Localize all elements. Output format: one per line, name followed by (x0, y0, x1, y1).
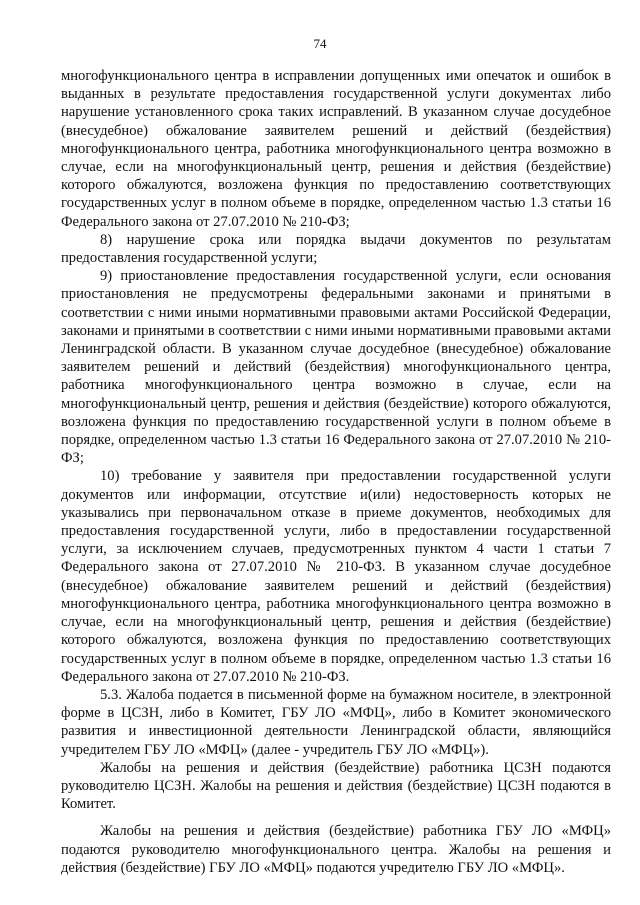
paragraph-cszn-complaints: Жалобы на решения и действия (бездействие) работника ЦСЗН подаются руководителю ЦСЗН. Жалобы на решения и действия (бездействие) ЦСЗН подаются в Комитет. (61, 759, 611, 813)
document-body (61, 67, 611, 877)
page-number: 74 (313, 36, 327, 51)
paragraph-item-8: 8) нарушение срока или порядка выдачи документов по результатам предоставления государственной услуги; (61, 231, 611, 267)
paragraph-item-10: 10) требование у заявителя при предоставлении государственной услуги документов или информации, отсутствие и(или) недостоверность которых не указывались при первоначальном отказе в приеме документов, необходимых для предоставления государственной услуги, либо в предоставлении государственной услуги, за исключением случаев, предусмотренных пунктом 4 части 1 статьи 7 Федерального закона от 27.07.2010 № 210-ФЗ. В указанном случае досудебное (внесудебное) обжалование заявителем решений и действий (бездействия) многофункционального центра, работника многофункционального центра возможно в случае, если на многофункциональный центр, решения и действия (бездействие) которого обжалуются, возложена функция по предоставлению соответствующих государственных услуг в полном объеме в порядке, определенном частью 1.3 статьи 16 Федерального закона от 27.07.2010 № 210-ФЗ. (61, 468, 611, 685)
paragraph-item-9: 9) приостановление предоставления государственной услуги, если основания приостановления не предусмотрены федеральными законами и принятыми в соответствии с ними иными нормативными правовыми актами Российской Федерации, законами и принятыми в соответствии с ними иными нормативными правовыми актами Ленинградской области. В указанном случае досудебное (внесудебное) обжалование заявителем решений и действий (бездействия) многофункционального центра, работника многофункционального центра возможно в случае, если на многофункциональный центр, решения и действия (бездействие) которого обжалуются, возложена функция по предоставлению государственной услуги в полном объеме в порядке, определенном частью 1.3 статьи 16 Федерального закона от 27.07.2010 № 210-ФЗ; (61, 268, 611, 467)
paragraph-5-3: 5.3. Жалоба подается в письменной форме на бумажном носителе, в электронной форме в ЦСЗН, либо в Комитет, ГБУ ЛО «МФЦ», либо в Комитет экономического развития и инвестиционной деятельности Ленинградской области, являющийся учредителем ГБУ ЛО «МФЦ» (далее - учредитель ГБУ ЛО «МФЦ»). (61, 686, 611, 758)
paragraph-mfc-complaints: Жалобы на решения и действия (бездействие) работника ГБУ ЛО «МФЦ» подаются руководителю многофункционального центра. Жалобы на решения и действия (бездействие) ГБУ ЛО «МФЦ» подаются учредителю ГБУ ЛО «МФЦ». (61, 823, 611, 876)
paragraph-continuation: многофункционального центра в исправлении допущенных ими опечаток и ошибок в выданных в результате предоставления государственной услуги документах либо нарушение установленного срока таких исправлений. В указанном случае досудебное (внесудебное) обжалование заявителем решений и действий (бездействия) многофункционального центра, работника многофункционального центра возможно в случае, если на многофункциональный центр, решения и действия (бездействие) которого обжалуются, возложена функция по предоставлению соответствующих государственных услуг в полном объеме в порядке, определенном частью 1.3 статьи 16 Федерального закона от 27.07.2010 № 210-ФЗ; (61, 68, 611, 230)
